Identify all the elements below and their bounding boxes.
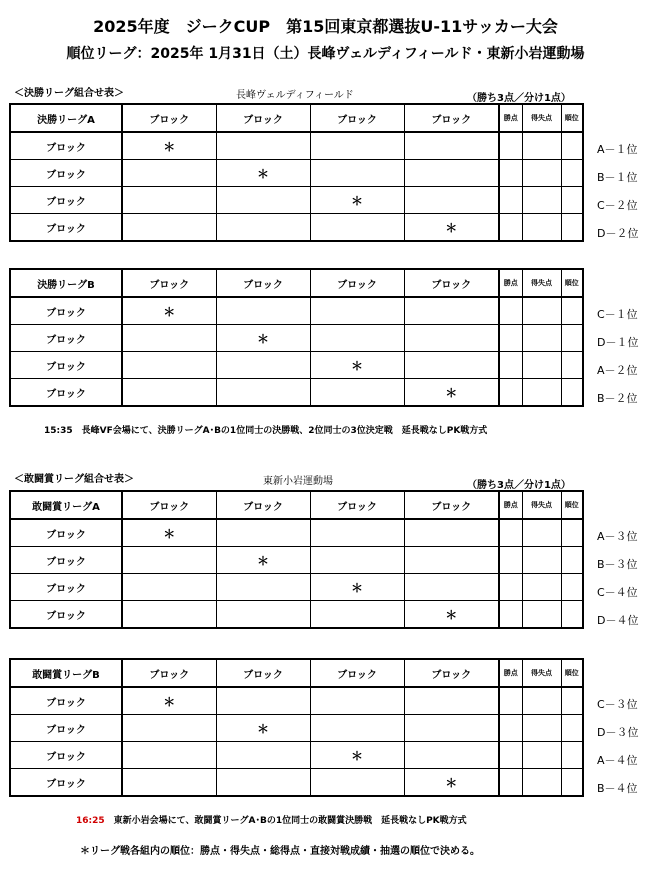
points-cell (499, 519, 522, 547)
table-row (10, 352, 583, 379)
match-cell (216, 769, 310, 797)
rank-cell (561, 132, 583, 160)
match-cell (310, 325, 404, 352)
seed-rank-label: A－１位 (597, 143, 638, 156)
league-table (9, 103, 584, 242)
match-cell (122, 601, 216, 629)
rank-cell (561, 379, 583, 407)
table-row (10, 160, 583, 187)
goal-diff-cell (522, 214, 561, 242)
final-note (44, 423, 487, 436)
table-row (10, 187, 583, 214)
page-title: 2025年度 ジークCUP 第15回東京都選抜U-11サッカー大会 (93, 17, 558, 36)
points-header: 勝点 (499, 659, 522, 687)
goal-diff-cell (522, 352, 561, 379)
match-cell (310, 769, 404, 797)
match-cell (122, 379, 216, 407)
self-match-mark: ＊ (310, 352, 404, 379)
goal-diff-header: 得失点 (522, 491, 561, 519)
goal-diff-cell (522, 687, 561, 715)
match-cell (216, 132, 310, 160)
match-cell (404, 132, 499, 160)
row-block-label: ブロック (10, 687, 122, 715)
table-row (10, 214, 583, 242)
match-cell (310, 519, 404, 547)
row-block-label: ブロック (10, 160, 122, 187)
seed-rank-label: B－４位 (597, 782, 638, 795)
goal-diff-header: 得失点 (522, 269, 561, 297)
fighting-venue: 東新小岩運動場 (263, 476, 333, 487)
seed-rank-label: D－１位 (597, 336, 639, 349)
match-cell (310, 132, 404, 160)
points-cell (499, 601, 522, 629)
league-table (9, 490, 584, 629)
rank-cell (561, 687, 583, 715)
block-header: ブロック (122, 659, 216, 687)
match-cell (310, 297, 404, 325)
goal-diff-cell (522, 519, 561, 547)
block-header: ブロック (122, 269, 216, 297)
points-cell (499, 574, 522, 601)
match-cell (310, 214, 404, 242)
match-cell (216, 297, 310, 325)
row-block-label: ブロック (10, 601, 122, 629)
points-cell (499, 352, 522, 379)
fighting-section-label: ＜敢闘賞リーグ組合せ表＞ (14, 474, 134, 485)
rank-cell (561, 519, 583, 547)
block-header: ブロック (404, 491, 499, 519)
match-cell (216, 379, 310, 407)
page-subtitle: 順位リーグ：2025年 1月31日（土）長峰ヴェルディフィールド・東新小岩運動場 (66, 46, 585, 62)
self-match-mark: ＊ (216, 160, 310, 187)
points-cell (499, 547, 522, 574)
block-header: ブロック (216, 104, 310, 132)
rank-cell (561, 297, 583, 325)
block-header: ブロック (310, 491, 404, 519)
points-cell (499, 715, 522, 742)
league-table (9, 658, 584, 797)
match-cell (404, 352, 499, 379)
league-name: 敢闘賞リーグA (10, 491, 122, 519)
points-cell (499, 687, 522, 715)
self-match-mark: ＊ (404, 601, 499, 629)
match-cell (122, 742, 216, 769)
match-cell (122, 325, 216, 352)
league-name: 決勝リーグB (10, 269, 122, 297)
match-cell (122, 352, 216, 379)
seed-rank-label: B－１位 (597, 171, 638, 184)
table-row (10, 769, 583, 797)
points-header: 勝点 (499, 269, 522, 297)
seed-rank-label: A－４位 (597, 754, 638, 767)
self-match-mark: ＊ (216, 715, 310, 742)
table-row (10, 742, 583, 769)
match-cell (404, 187, 499, 214)
match-cell (122, 715, 216, 742)
goal-diff-cell (522, 574, 561, 601)
rank-cell (561, 187, 583, 214)
table-row (10, 519, 583, 547)
seed-rank-label: C－１位 (597, 308, 638, 321)
fighting-note (76, 813, 467, 826)
row-block-label: ブロック (10, 352, 122, 379)
match-cell (404, 325, 499, 352)
row-block-label: ブロック (10, 297, 122, 325)
self-match-mark: ＊ (122, 132, 216, 160)
goal-diff-cell (522, 547, 561, 574)
points-cell (499, 214, 522, 242)
block-header: ブロック (310, 104, 404, 132)
seed-rank-label: D－４位 (597, 614, 639, 627)
table-row (10, 574, 583, 601)
table-row (10, 601, 583, 629)
match-cell (310, 687, 404, 715)
self-match-mark: ＊ (310, 742, 404, 769)
table-row (10, 325, 583, 352)
row-block-label: ブロック (10, 187, 122, 214)
points-header: 勝点 (499, 104, 522, 132)
match-cell (404, 160, 499, 187)
self-match-mark: ＊ (216, 547, 310, 574)
block-header: ブロック (310, 659, 404, 687)
match-cell (404, 547, 499, 574)
goal-diff-cell (522, 325, 561, 352)
self-match-mark: ＊ (310, 574, 404, 601)
goal-diff-cell (522, 297, 561, 325)
rank-cell (561, 574, 583, 601)
block-header: ブロック (310, 269, 404, 297)
match-cell (122, 214, 216, 242)
seed-rank-label: B－２位 (597, 392, 638, 405)
match-cell (122, 547, 216, 574)
block-header: ブロック (404, 659, 499, 687)
match-cell (216, 187, 310, 214)
final-venue: 長峰ヴェルディフィールド (236, 90, 354, 101)
match-cell (310, 547, 404, 574)
points-cell (499, 742, 522, 769)
block-header: ブロック (122, 491, 216, 519)
table-row (10, 379, 583, 407)
self-match-mark: ＊ (122, 519, 216, 547)
match-cell (216, 519, 310, 547)
self-match-mark: ＊ (404, 214, 499, 242)
match-cell (122, 769, 216, 797)
match-cell (216, 214, 310, 242)
seed-rank-label: C－３位 (597, 698, 638, 711)
match-cell (404, 742, 499, 769)
final-section-label: ＜決勝リーグ組合せ表＞ (14, 88, 124, 99)
league-name: 敢闘賞リーグB (10, 659, 122, 687)
points-header: 勝点 (499, 491, 522, 519)
table-row (10, 297, 583, 325)
self-match-mark: ＊ (216, 325, 310, 352)
row-block-label: ブロック (10, 519, 122, 547)
goal-diff-cell (522, 132, 561, 160)
block-header: ブロック (216, 659, 310, 687)
match-cell (122, 574, 216, 601)
goal-diff-cell (522, 160, 561, 187)
rank-cell (561, 214, 583, 242)
row-block-label: ブロック (10, 574, 122, 601)
rank-cell (561, 715, 583, 742)
rank-header: 順位 (561, 659, 583, 687)
seed-rank-label: D－２位 (597, 227, 639, 240)
match-cell (404, 297, 499, 325)
match-cell (216, 574, 310, 601)
self-match-mark: ＊ (404, 379, 499, 407)
footer-note: ＊リーグ戦各組内の順位：勝点・得失点・総得点・直接対戦成績・抽選の順位で決める。 (80, 846, 480, 857)
row-block-label: ブロック (10, 547, 122, 574)
match-cell (216, 742, 310, 769)
table-row (10, 715, 583, 742)
seed-rank-label: C－２位 (597, 199, 638, 212)
goal-diff-cell (522, 187, 561, 214)
seed-rank-label: A－３位 (597, 530, 638, 543)
block-header: ブロック (216, 491, 310, 519)
league-name: 決勝リーグA (10, 104, 122, 132)
seed-rank-label: A－２位 (597, 364, 638, 377)
match-cell (310, 379, 404, 407)
self-match-mark: ＊ (310, 187, 404, 214)
match-cell (216, 601, 310, 629)
seed-rank-label: B－３位 (597, 558, 638, 571)
seed-rank-label: C－４位 (597, 586, 638, 599)
rank-header: 順位 (561, 104, 583, 132)
row-block-label: ブロック (10, 132, 122, 160)
row-block-label: ブロック (10, 325, 122, 352)
self-match-mark: ＊ (404, 769, 499, 797)
final-note-time: 15:35 (44, 426, 73, 436)
self-match-mark: ＊ (122, 297, 216, 325)
final-scoring: （勝ち3点／分け1点） (467, 93, 571, 104)
rank-cell (561, 601, 583, 629)
block-header: ブロック (404, 269, 499, 297)
match-cell (404, 715, 499, 742)
fighting-scoring: （勝ち3点／分け1点） (467, 480, 571, 491)
block-header: ブロック (404, 104, 499, 132)
row-block-label: ブロック (10, 769, 122, 797)
match-cell (122, 187, 216, 214)
table-row (10, 547, 583, 574)
points-cell (499, 160, 522, 187)
goal-diff-header: 得失点 (522, 659, 561, 687)
match-cell (404, 687, 499, 715)
goal-diff-cell (522, 379, 561, 407)
rank-cell (561, 769, 583, 797)
final-note-text: 長峰VF会場にて、決勝リーグA･Bの1位同士の決勝戦、2位同士の3位決定戦 延長戦なしPK戦方式 (81, 426, 488, 436)
block-header: ブロック (122, 104, 216, 132)
seed-rank-label: D－３位 (597, 726, 639, 739)
row-block-label: ブロック (10, 715, 122, 742)
rank-cell (561, 742, 583, 769)
rank-cell (561, 325, 583, 352)
match-cell (216, 352, 310, 379)
table-row (10, 132, 583, 160)
fighting-note-time: 16:25 (76, 816, 105, 826)
rank-header: 順位 (561, 491, 583, 519)
block-header: ブロック (216, 269, 310, 297)
match-cell (122, 160, 216, 187)
goal-diff-cell (522, 769, 561, 797)
fighting-note-text: 東新小岩会場にて、敢闘賞リーグA･Bの1位同士の敢闘賞決勝戦 延長戦なしPK戦方式 (113, 816, 467, 826)
goal-diff-cell (522, 601, 561, 629)
goal-diff-cell (522, 715, 561, 742)
match-cell (404, 519, 499, 547)
row-block-label: ブロック (10, 742, 122, 769)
table-row (10, 687, 583, 715)
match-cell (310, 160, 404, 187)
points-cell (499, 132, 522, 160)
rank-cell (561, 547, 583, 574)
rank-header: 順位 (561, 269, 583, 297)
goal-diff-cell (522, 742, 561, 769)
points-cell (499, 187, 522, 214)
rank-cell (561, 160, 583, 187)
match-cell (310, 715, 404, 742)
match-cell (404, 574, 499, 601)
goal-diff-header: 得失点 (522, 104, 561, 132)
rank-cell (561, 352, 583, 379)
match-cell (216, 687, 310, 715)
points-cell (499, 769, 522, 797)
league-table (9, 268, 584, 407)
self-match-mark: ＊ (122, 687, 216, 715)
row-block-label: ブロック (10, 214, 122, 242)
match-cell (310, 601, 404, 629)
row-block-label: ブロック (10, 379, 122, 407)
points-cell (499, 325, 522, 352)
points-cell (499, 379, 522, 407)
points-cell (499, 297, 522, 325)
